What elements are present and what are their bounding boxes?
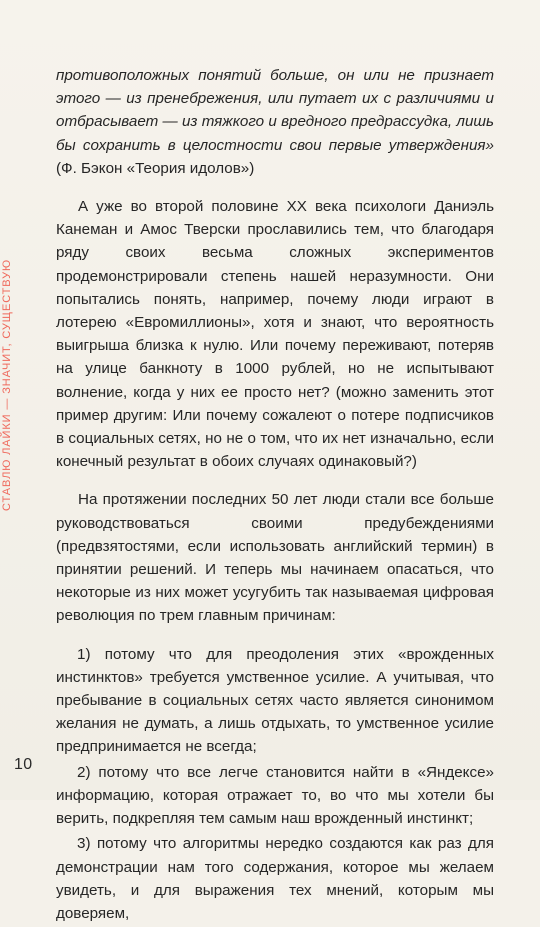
quote-paragraph <box>56 64 494 180</box>
page-body <box>56 64 494 927</box>
body-paragraph-1: А уже во второй половине XX века психологи Даниэль Канеман и Амос Тверски прославились тем, что благодаря ряду своих весьма сложных экспериментов продемонстрировали степень нашей неразумности. Они попытались понять, например, почему люди играют в лотерею «Евромиллионы», хотя и знают, что вероятность выигрыша близка к нулю. Или почему переживают, потеряв на улице банкноту в 1000 рублей, но не испытывают волнение, когда у них ее просто нет? (можно заменить этот пример другим: Или почему сожалеют о потере подписчиков в социальных сетях, но не о том, что их нет изначально, если конечный результат в обоих случаях одинаковый?) <box>56 198 494 471</box>
reason-1: 1) потому что для преодоления этих «врожденных инстинктов» требуется умственное усилие. А учитывая, что пребывание в социальных сетях часто является синонимом желания не думать, а лишь отдыхать, то умственное усилие предпринимается не всегда; <box>56 645 494 756</box>
quote-source: (Ф. Бэкон «Теория идолов») <box>56 159 255 177</box>
running-side-title: СТАВЛЮ ЛАЙКИ — ЗНАЧИТ, СУЩЕСТВУЮ <box>1 258 13 512</box>
quote-text: противоположных понятий больше, он или не признает этого — из пренебрежения, или путает их с различиями и отбрасывает — из тяжкого и вредного предрассудка, лишь бы сохранить в целостности свои первые утверждения» <box>56 67 494 154</box>
body-paragraph-2: На протяжении последних 50 лет люди стали все больше руководствоваться своими предубеждениями (предвзятостями, если использовать английский термин) в принятии решений. И теперь мы начинаем опасаться, что некоторые из них может усугубить так называемая цифровая революция по трем главным причинам: <box>56 491 494 625</box>
page-number: 10 <box>14 756 33 773</box>
reason-2: 2) потому что все легче становится найти в «Яндексе» информацию, которая отражает то, во что мы хотели бы верить, подкрепляя тем самым наш врожденный инстинкт; <box>56 763 494 828</box>
reason-3: 3) потому что алгоритмы нередко создаются как раз для демонстрации нам того содержания, которое мы желаем увидеть, и для выражения тех мнений, которым мы доверяем, <box>56 835 494 922</box>
